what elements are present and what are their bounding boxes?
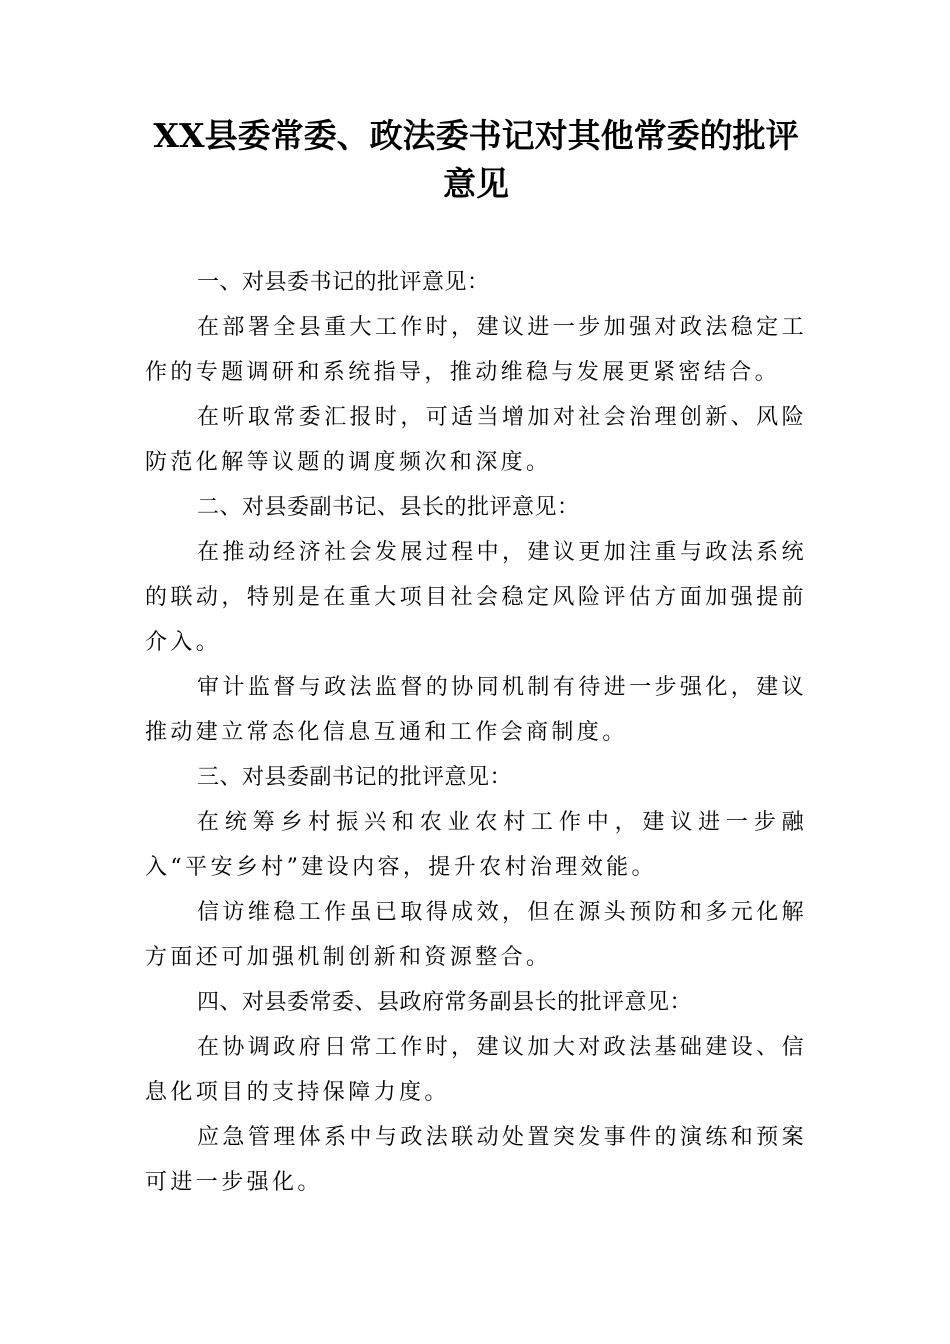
section-4	[145, 980, 807, 1205]
paragraph: 应急管理体系中与政法联动处置突发事件的演练和预案可进一步强化。	[145, 1125, 807, 1195]
section-heading: 一、对县委书记的批评意见：	[197, 270, 490, 295]
document-title: XX县委常委、政法委书记对其他常委的批评意见	[153, 116, 799, 203]
section-1	[145, 260, 807, 485]
document-page	[145, 112, 807, 1205]
paragraph: 信访维稳工作虽已取得成效，但在源头预防和多元化解方面还可加强机制创新和资源整合。	[145, 900, 807, 970]
section-heading: 二、对县委副书记、县长的批评意见：	[197, 495, 580, 520]
section-heading: 三、对县委副书记的批评意见：	[197, 765, 513, 790]
section-2	[145, 485, 807, 755]
section-heading: 四、对县委常委、县政府常务副县长的批评意见：	[197, 990, 693, 1015]
paragraph: 在推动经济社会发展过程中，建议更加注重与政法系统的联动，特别是在重大项目社会稳定风险评估方面加强提前介入。	[145, 540, 807, 655]
paragraph: 在部署全县重大工作时，建议进一步加强对政法稳定工作的专题调研和系统指导，推动维稳与发展更紧密结合。	[145, 315, 807, 385]
paragraph: 在协调政府日常工作时，建议加大对政法基础建设、信息化项目的支持保障力度。	[145, 1035, 807, 1105]
paragraph: 审计监督与政法监督的协同机制有待进一步强化，建议推动建立常态化信息互通和工作会商制度。	[145, 675, 807, 745]
section-3	[145, 755, 807, 980]
paragraph: 在统筹乡村振兴和农业农村工作中，建议进一步融入“平安乡村”建设内容，提升农村治理效能。	[145, 810, 807, 880]
paragraph: 在听取常委汇报时，可适当增加对社会治理创新、风险防范化解等议题的调度频次和深度。	[145, 405, 807, 475]
title-spacer	[145, 208, 807, 260]
